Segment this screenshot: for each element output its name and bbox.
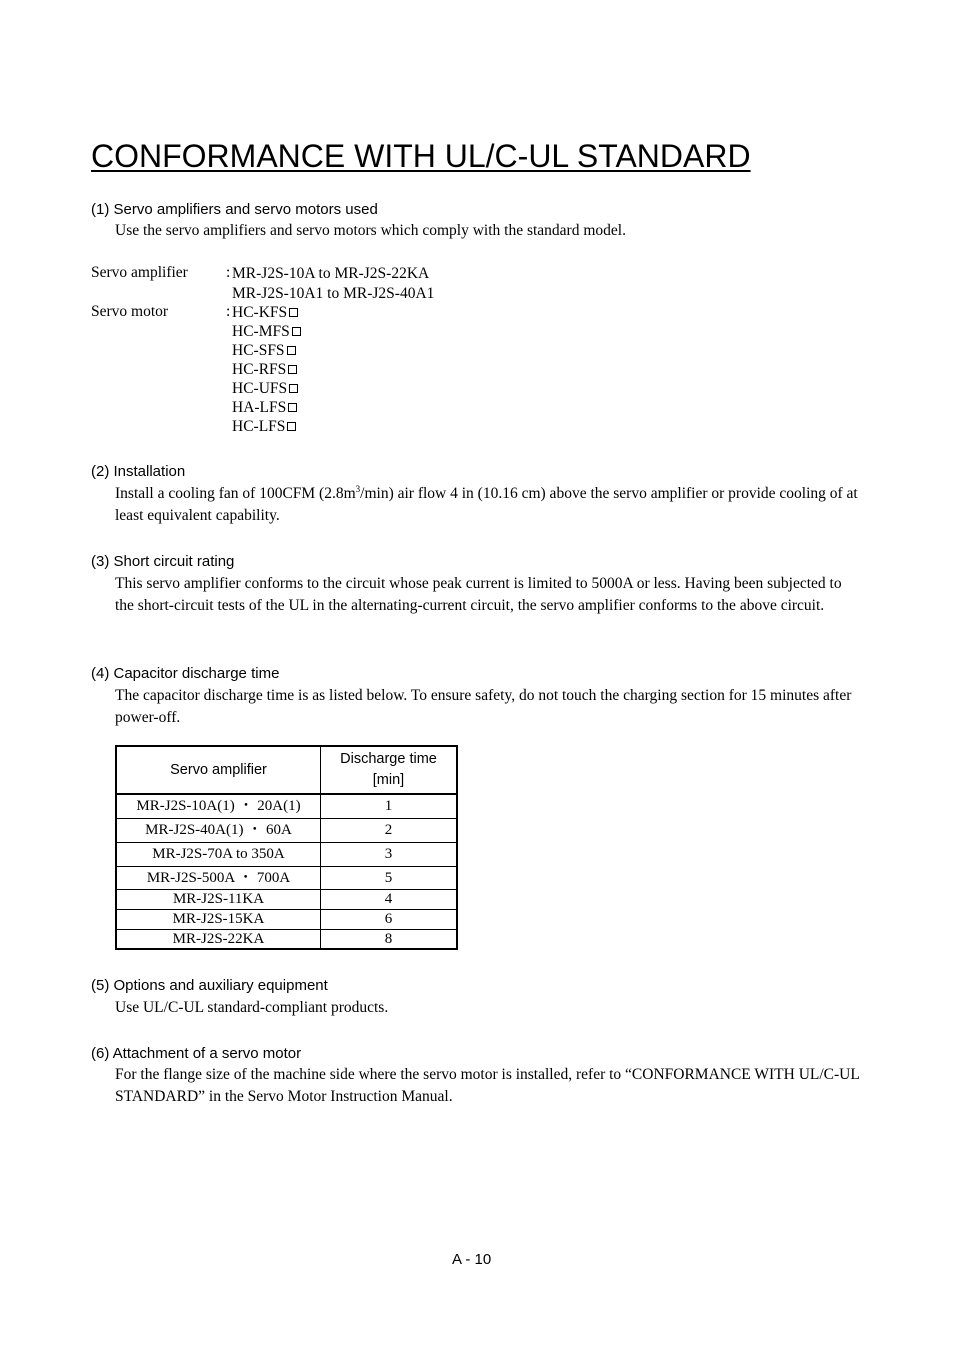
cell-discharge-time: 8 [321,929,458,949]
cell-amplifier: MR-J2S-11KA [116,889,321,909]
column-header-discharge-time [321,746,458,794]
servo-amplifier-label: Servo amplifier [91,264,188,281]
page-title: CONFORMANCE WITH UL/C-UL STANDARD [91,138,751,174]
section-1-text: Use the servo amplifiers and servo motors which comply with the standard model. [115,222,626,239]
motor-model [232,379,298,398]
section-5-heading: (5) Options and auxiliary equipment [91,977,328,994]
motor-model [232,322,301,341]
motor-model [232,341,296,360]
motor-model-name: HC-KFS [232,304,288,321]
section-3-heading: (3) Short circuit rating [91,553,235,570]
table-header-row [116,746,457,794]
column-header-servo-amplifier: Servo amplifier [116,746,321,794]
table-row [116,818,457,842]
motor-model-name: HC-UFS [232,380,288,397]
cell-amplifier: MR-J2S-40A(1) ・ 60A [116,818,321,842]
table-row [116,842,457,866]
placeholder-box-icon [287,422,296,431]
section-3-text: This servo amplifier conforms to the circuit whose peak current is limited to 5000A or less. Having been subjected to the short-circuit tests of the UL in the alternating-current circuit, the servo amplifier conforms to the above circuit. [115,575,842,614]
cell-amplifier: MR-J2S-500A ・ 700A [116,866,321,889]
table-row [116,929,457,949]
section-5-text: Use UL/C-UL standard-compliant products. [115,999,389,1016]
motor-model-name: HC-SFS [232,342,285,359]
motor-model-name: HC-LFS [232,418,286,435]
table-row [116,866,457,889]
motor-model-name: HC-MFS [232,323,290,340]
section-1-heading: (1) Servo amplifiers and servo motors used [91,201,378,218]
amplifier-model: MR-J2S-10A1 to MR-J2S-40A1 [232,285,435,302]
placeholder-box-icon [289,384,298,393]
section-2-text-part: /min) air flow 4 in (10.16 cm) above the servo amplifier or provide cooling of at least equivalent capability. [115,485,858,524]
cell-amplifier: MR-J2S-70A to 350A [116,842,321,866]
section-6-heading: (6) Attachment of a servo motor [91,1045,302,1062]
cell-discharge-time: 3 [321,842,458,866]
cell-amplifier: MR-J2S-22KA [116,929,321,949]
separator: : [226,264,231,281]
separator: : [226,303,231,320]
motor-model-name: HC-RFS [232,361,287,378]
cell-discharge-time: 2 [321,818,458,842]
servo-motor-label: Servo motor [91,303,169,320]
cell-amplifier: MR-J2S-15KA [116,909,321,929]
header-line: [min] [372,772,405,788]
cell-discharge-time: 6 [321,909,458,929]
section-2-text-part: Install a cooling fan of 100CFM (2.8m [115,485,356,502]
amplifier-model: MR-J2S-10A to MR-J2S-22KA [232,265,430,282]
section-2-heading: (2) Installation [91,463,186,480]
motor-model-name: HA-LFS [232,399,287,416]
cell-discharge-time: 4 [321,889,458,909]
placeholder-box-icon [289,308,298,317]
discharge-time-table [115,745,458,950]
page-number: A - 10 [452,1251,492,1268]
table-row [116,794,457,818]
placeholder-box-icon [288,365,297,374]
motor-model [232,303,298,322]
section-4-heading: (4) Capacitor discharge time [91,665,280,682]
table-row [116,909,457,929]
superscript: 3 [355,483,361,494]
placeholder-box-icon [288,403,297,412]
table-row [116,889,457,909]
cell-discharge-time: 5 [321,866,458,889]
section-4-text: The capacitor discharge time is as listed below. To ensure safety, do not touch the charging section for 15 minutes after power-off. [115,687,852,726]
section-6-text: For the flange size of the machine side where the servo motor is installed, refer to “CONFORMANCE WITH UL/C-UL STANDARD” in the Servo Motor Instruction Manual. [115,1066,860,1105]
header-line: Discharge time [340,751,437,767]
cell-discharge-time: 1 [321,794,458,818]
placeholder-box-icon [292,327,301,336]
motor-model [232,398,297,417]
motor-model [232,360,297,379]
cell-amplifier: MR-J2S-10A(1) ・ 20A(1) [116,794,321,818]
section-2-text [115,483,860,527]
placeholder-box-icon [287,346,296,355]
motor-model [232,417,296,436]
